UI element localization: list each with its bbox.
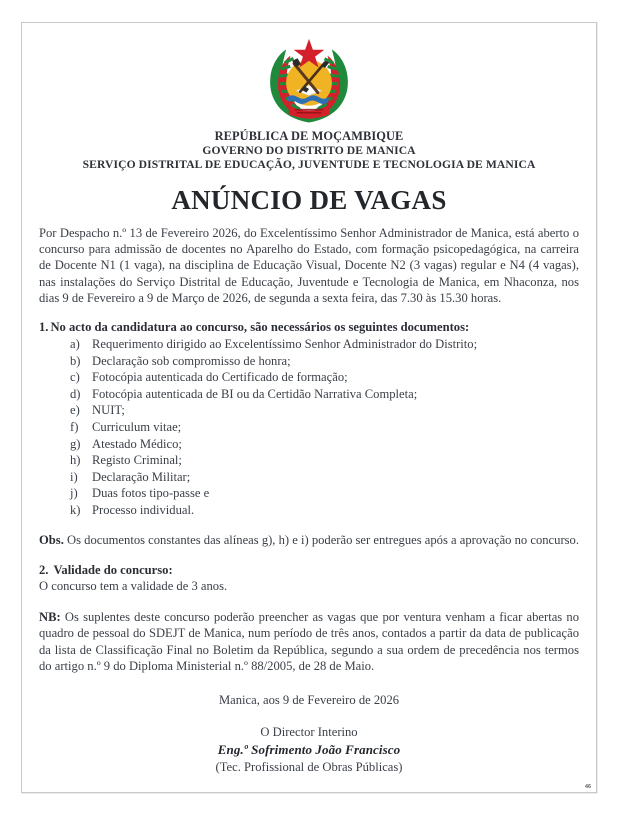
list-item-marker: k): [70, 502, 81, 517]
section-2: [39, 562, 579, 595]
signatory-name: Eng.º Sofrimento João Francisco: [217, 741, 401, 757]
section-2-heading: [39, 562, 579, 578]
list-item: [70, 419, 579, 436]
list-item: [70, 436, 579, 453]
list-item: [70, 452, 579, 469]
list-item-label: Curriculum vitae;: [92, 419, 182, 434]
observation-text: Os documentos constantes das alíneas g), h) e i) poderão ser entregues após a aprovação no concurso.: [63, 533, 579, 548]
list-item-label: NUIT;: [92, 403, 125, 418]
list-item: [70, 469, 579, 486]
place-and-date: Manica, aos 9 de Fevereiro de 2026: [218, 693, 400, 708]
emblem-container: [39, 33, 579, 129]
signature-block: [39, 724, 579, 776]
list-item-label: Duas fotos tipo-passe e: [92, 486, 210, 501]
note-text: Os suplentes deste concurso poderão preencher as vagas que por ventura venham a ficar abertas no quadro de pessoal do SDEJT de Manica, num período de três anos, contados a partir da data de publicação da lista de Classificação Final no Boletim da República, segundo a sua ordem de precedência nos termos do artigo n.º 9 do Diploma Ministerial n.º 88/2005, de 28 de Maio.: [39, 609, 579, 673]
list-item-marker: g): [70, 436, 81, 451]
list-item: [70, 336, 579, 353]
note-lead: NB:: [39, 609, 61, 624]
mozambique-coat-of-arms-icon: [265, 37, 353, 127]
list-item-label: Fotocópia autenticada do Certificado de formação;: [92, 370, 348, 385]
list-item-marker: i): [70, 469, 78, 484]
page-number: 46: [585, 784, 591, 790]
organization-header: [39, 129, 579, 173]
list-item-marker: d): [70, 386, 81, 401]
observation-lead: Obs.: [39, 533, 64, 548]
list-item: [70, 369, 579, 386]
header-line-service: SERVIÇO DISTRITAL DE EDUCAÇÃO, JUVENTUDE E TECNOLOGIA DE MANICA: [82, 158, 536, 171]
list-item: [70, 485, 579, 502]
list-item: [70, 402, 579, 419]
list-item-marker: b): [70, 353, 81, 368]
list-item-marker: h): [70, 453, 81, 468]
section-2-text: O concurso tem a validade de 3 anos.: [39, 579, 228, 594]
section-1-heading: [39, 319, 579, 335]
list-item-marker: a): [70, 336, 80, 351]
header-line-government: GOVERNO DO DISTRITO DE MANICA: [202, 143, 416, 157]
list-item-label: Processo individual.: [92, 502, 195, 517]
list-item-label: Registo Criminal;: [92, 453, 182, 468]
list-item-label: Declaração Militar;: [92, 469, 191, 484]
header-line-republic: REPÚBLICA DE MOÇAMBIQUE: [214, 129, 404, 143]
list-item-marker: c): [70, 370, 80, 385]
signatory-role: O Director Interino: [260, 724, 358, 739]
list-item: [70, 353, 579, 370]
list-item-marker: f): [70, 419, 79, 434]
document-page: [21, 22, 597, 793]
observation-paragraph: [39, 532, 579, 548]
list-item: [70, 502, 579, 519]
section-2-heading-text: Validade do concurso:: [53, 562, 173, 577]
list-item-label: Atestado Médico;: [92, 436, 182, 451]
list-item: [70, 386, 579, 403]
intro-paragraph: Por Despacho n.º 13 de Fevereiro 2026, do Excelentíssimo Senhor Administrador de Manica, está aberto o concurso para admissão de docentes no Aparelho do Estado, com formação psicopedagógica, na carreira de Docente N1 (1 vaga), na disciplina de Educação Visual, Docente N2 (3 vagas) regular e N4 (4 vagas), nas instalações do Serviço Distrital de Educação, Juventude e Tecnologia de Manica, em Nhaconza, nos dias 9 de Fevereiro a 9 de Março de 2026, de segunda a sexta feira, das 7.30 às 15.30 horas.: [39, 225, 579, 306]
list-item-label: Requerimento dirigido ao Excelentíssimo Senhor Administrador do Distrito;: [92, 336, 478, 351]
section-2-number: 2.: [39, 562, 49, 577]
section-1-heading-text: No acto da candidatura ao concurso, são necessários os seguintes documentos:: [50, 319, 470, 334]
list-item-marker: j): [70, 486, 78, 501]
section-1-number: 1.: [39, 319, 49, 334]
required-documents-list: [39, 336, 579, 519]
list-item-label: Fotocópia autenticada de BI ou da Certidão Narrativa Completa;: [92, 386, 418, 401]
list-item-marker: e): [70, 403, 80, 418]
note-paragraph: [39, 609, 579, 675]
list-item-label: Declaração sob compromisso de honra;: [92, 353, 291, 368]
page-title: ANÚNCIO DE VAGAS: [171, 184, 447, 215]
signatory-qualification: (Tec. Profissional de Obras Públicas): [215, 759, 403, 774]
page-content: [22, 23, 596, 792]
